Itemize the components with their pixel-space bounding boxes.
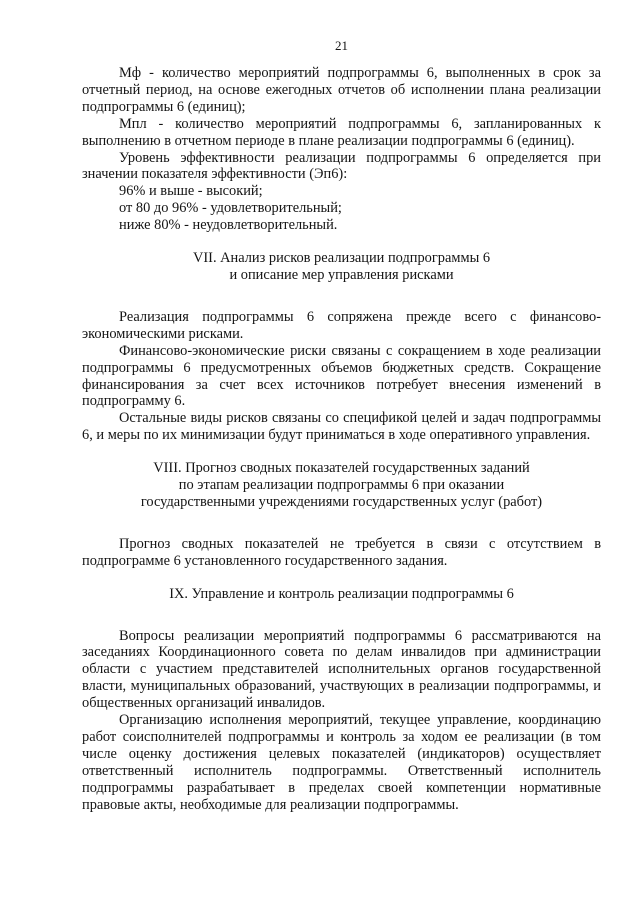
section-9-paragraph: Организацию исполнения мероприятий, текущее управление, координацию работ соисполнителей подпрограммы и контроль за ходом ее реализации (в том числе оценку достижения целевых показателей (индикаторов) осуществляет ответственный исполнитель подпрограммы. Ответственный исполнитель подпрограммы разрабатывает в пределах своей компетенции нормативные правовые акты, необходимые для реализации подпрограммы. — [82, 712, 601, 813]
section-9-title-line: IX. Управление и контроль реализации подпрограммы 6 — [169, 585, 514, 602]
section-8-title-line: VIII. Прогноз сводных показателей государственных заданий — [153, 460, 530, 477]
level-satisfactory: от 80 до 96% - удовлетворительный; — [119, 200, 342, 217]
paragraph-mf-definition: Мф - количество мероприятий подпрограммы 6, выполненных в срок за отчетный период, на основе ежегодных отчетов об исполнении плана реализации подпрограммы 6 (единиц); — [82, 65, 601, 115]
section-8-title-line: государственными учреждениями государственных услуг (работ) — [140, 493, 543, 510]
section-8-title-line: по этапам реализации подпрограммы 6 при оказании — [178, 477, 505, 494]
paragraph-efficiency-level: Уровень эффективности реализации подпрограммы 6 определяется при значении показателя эффективности (Эп6): — [82, 149, 601, 183]
section-7-title-line: VII. Анализ рисков реализации подпрограммы 6 — [192, 250, 491, 267]
section-7-paragraph: Реализация подпрограммы 6 сопряжена прежде всего с финансово-экономическими рисками. — [82, 308, 601, 342]
section-8-heading — [82, 460, 601, 511]
section-9-paragraph: Вопросы реализации мероприятий подпрограммы 6 рассматриваются на заседаниях Координационного совета по делам инвалидов при администрации области с участием представителей исполнительных органов государственной власти, муниципальных образований, участвующих в реализации подпрограммы, и общественных организаций инвалидов. — [82, 627, 601, 712]
page-number: 21 — [335, 38, 348, 53]
section-8-paragraph: Прогноз сводных показателей не требуется в связи с отсутствием в подпрограмме 6 установленного государственного задания. — [82, 535, 601, 569]
section-7-paragraph: Остальные виды рисков связаны со спецификой целей и задач подпрограммы 6, и меры по их минимизации будут приниматься в ходе оперативного управления. — [82, 410, 601, 444]
page-content — [82, 65, 601, 814]
section-7-title-line: и описание мер управления рисками — [229, 266, 454, 283]
section-7-paragraph: Финансово-экономические риски связаны с сокращением в ходе реализации подпрограммы 6 предусмотренных объемов бюджетных средств. Сокращение финансирования за счет всех источников потребует внесения изменений в подпрограмму 6. — [82, 342, 601, 410]
level-high: 96% и выше - высокий; — [119, 183, 263, 200]
paragraph-mpl-definition: Мпл - количество мероприятий подпрограммы 6, запланированных к выполнению в отчетном периоде в плане реализации подпрограммы 6 (единиц). — [82, 115, 601, 149]
section-9-heading — [82, 586, 601, 603]
section-7-heading — [82, 250, 601, 284]
level-unsatisfactory: ниже 80% - неудовлетворительный. — [119, 217, 338, 234]
